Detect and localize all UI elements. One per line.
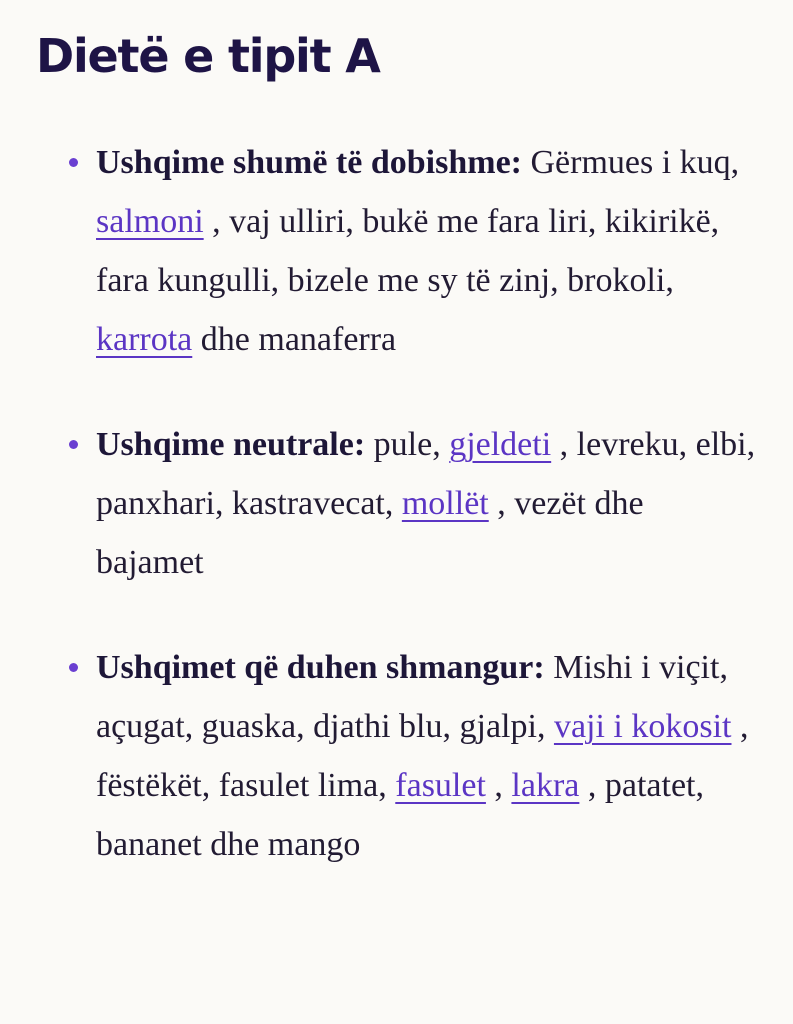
salmoni-link[interactable]: salmoni [96,203,204,240]
page-title: Dietë e tipit A [36,29,380,83]
list-item-foods-to-avoid [96,638,756,874]
list-item-text: , vaj ulliri, bukë me fara liri, kikirikë, fara kungulli, bizele me sy të zinj, brokoli, [96,203,720,299]
karrota-link[interactable]: karrota [96,321,193,358]
list-item-heading: Ushqimet që duhen shmangur: [96,649,545,686]
bullet-dot-icon [69,440,78,449]
list-item-text: , [494,767,503,804]
list-item-text: Gërmues i kuq, [530,144,740,181]
list-item-text: , levreku, elbi, panxhari, kastravecat, [96,426,756,522]
lakra-link[interactable]: lakra [511,767,580,804]
list-item-heading: Ushqime shumë të dobishme: [96,144,522,181]
list-item-text: , patatet, bananet dhe mango [96,767,704,863]
vaji-i-kokosit-link[interactable]: vaji i kokosit [553,708,732,745]
list-item-beneficial-foods [96,133,756,369]
list-item-text: , fëstëkët, fasulet lima, [96,708,749,804]
list-item-neutral-foods [96,415,756,592]
bullet-dot-icon [69,663,78,672]
list-item-text: Mishi i viçit, açugat, guaska, djathi blu, gjalpi, [96,649,728,745]
fasulet-link[interactable]: fasulet [395,767,486,804]
list-item-heading: Ushqime neutrale: [96,426,366,463]
gjeldeti-link[interactable]: gjeldeti [449,426,552,463]
list-item-text: pule, [373,426,441,463]
bullet-dot-icon [69,158,78,167]
mollet-link[interactable]: mollët [401,485,489,522]
list-item-text: , vezët dhe bajamet [96,485,644,581]
list-item-text: dhe manaferra [200,321,397,358]
diet-food-list [96,133,756,920]
